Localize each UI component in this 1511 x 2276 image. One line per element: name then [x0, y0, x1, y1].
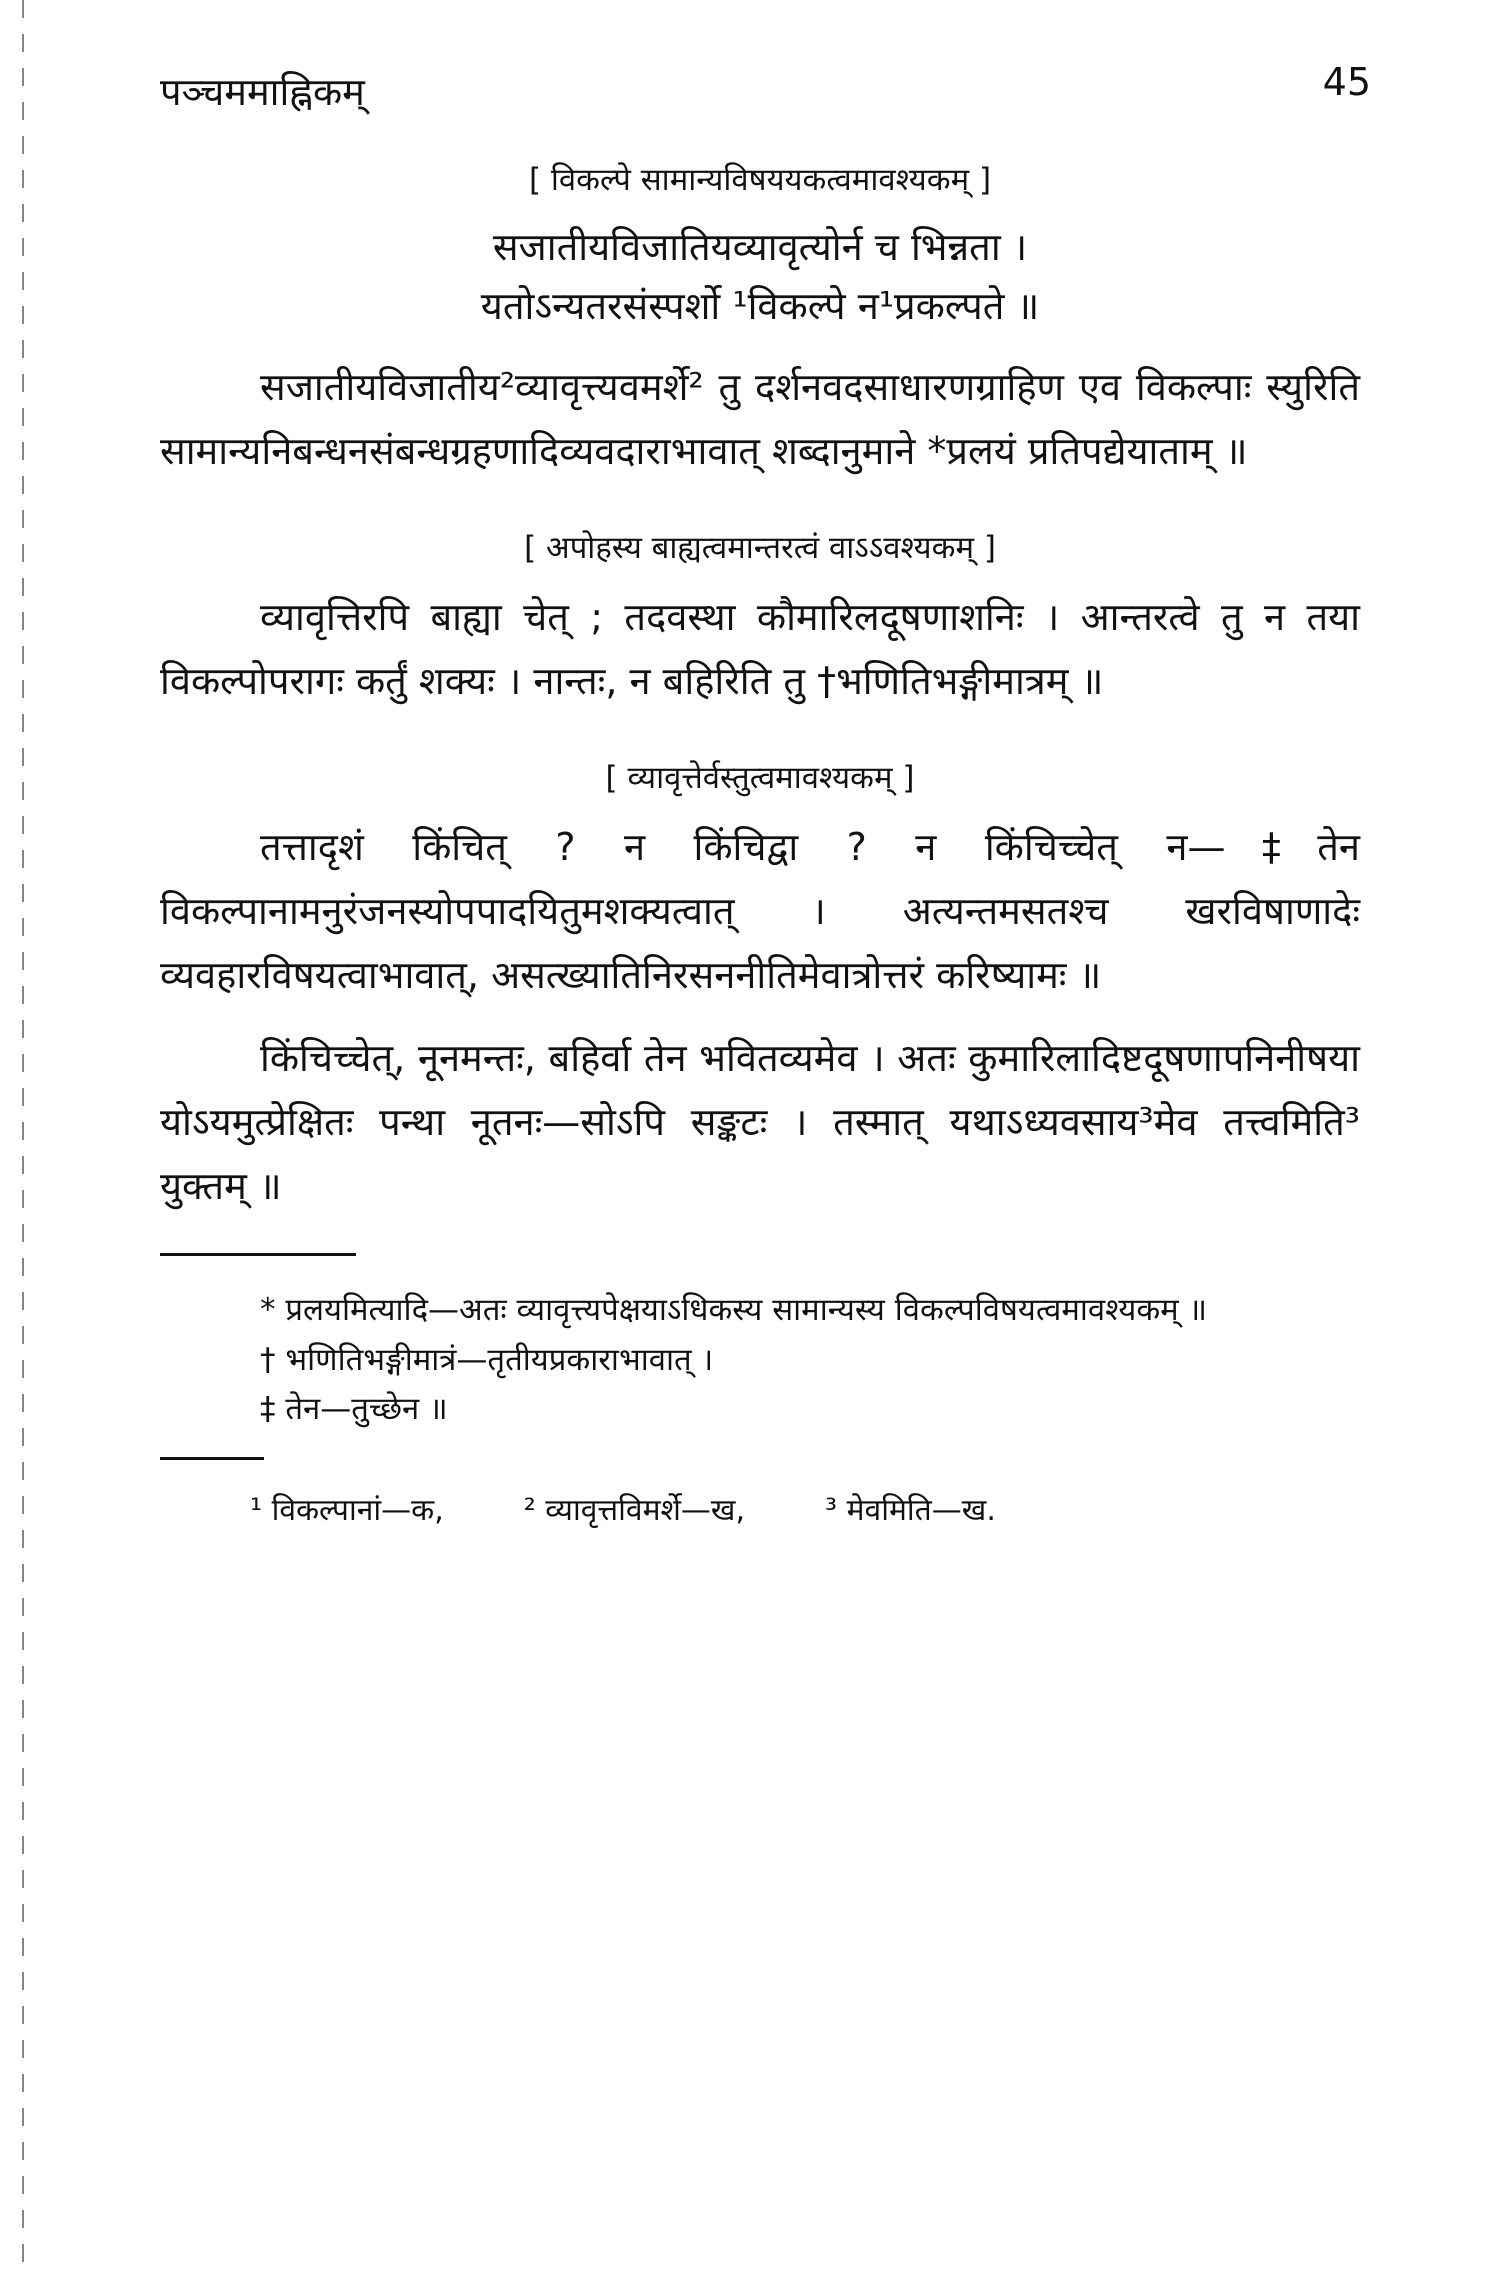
editor-note: ‡ तेन—तुच्छेन ॥: [260, 1391, 448, 1428]
variant-reading: ³ मेवमिति—ख.: [825, 1492, 996, 1528]
verse-line: सजातीयविजातियव्यावृत्योर्न च भिन्नता ।: [492, 225, 1028, 270]
scan-edge-marks: [22, 0, 24, 2276]
commentary-paragraph: व्यावृत्तिरपि बाह्या चेत् ; तदवस्था कौमारिलदूषणाशनिः । आन्तरत्वे तु न तया विकल्पोपरागः कर्तुं शक्यः । नान्तः, न बहिरिति तु †भणितिभङ्गीमात्रम् ॥: [160, 595, 1360, 703]
commentary-paragraph: सजातीयविजातीय²व्यावृत्त्यवमर्शे² तु दर्शनवदसाधारणग्राहिण एव विकल्पाः स्युरिति सामान्यनिबन्धनसंबन्धग्रहणादिव्यवदाराभावात् शब्दानुमाने *प्रलयं प्रतिपद्येयाताम् ॥: [160, 365, 1360, 473]
section-heading: [ व्यावृत्तेर्वस्तुत्वमावश्यकम् ]: [605, 759, 915, 796]
commentary-paragraph: तत्तादृशं किंचित् ? न किंचिद्वा ? न किंचिच्चेत् न—‡तेन विकल्पानामनुरंजनस्योपपादयितुमशक्यत्वात् । अत्यन्तमसतश्च खरविषाणादेः व्यवहारविषयत्वाभावात्, असत्ख्यातिनिरसननीतिमेवात्रोत्तरं करिष्यामः ॥: [160, 824, 1360, 997]
section-heading: [ विकल्पे सामान्यविषययकत्वमावश्यकम् ]: [528, 162, 992, 198]
variant-reading: ¹ विकल्पानां—क,: [250, 1492, 444, 1528]
commentary-paragraph: किंचिच्चेत्, नूनमन्तः, बहिर्वा तेन भवितव्यमेव । अतः कुमारिलादिष्टदूषणापनिनीषया योऽयमुत्प्रेक्षितः पन्था नूतनः—सोऽपि सङ्कटः । तस्मात् यथाऽध्यवसाय³मेव तत्त्वमिति³ युक्तम् ॥: [160, 1036, 1360, 1209]
running-title: पञ्चममाह्निकम्: [160, 70, 365, 114]
editor-note: † भणितिभङ्गीमात्रं—तृतीयप्रकाराभावात् ।: [260, 1341, 714, 1378]
variant-reading: ² व्यावृत्तविमर्शे—ख,: [523, 1492, 746, 1528]
verse-line: यतोऽन्यतरसंस्पर्शो ¹विकल्पे न¹प्रकल्पते ॥: [480, 284, 1040, 329]
page-number: 45: [1322, 60, 1371, 104]
editor-note: * प्रलयमित्यादि—अतः व्यावृत्त्यपेक्षयाऽधिकस्य सामान्यस्य विकल्पविषयत्वमावश्यकम् ॥: [260, 1291, 1208, 1328]
main-text: [160, 160, 1360, 1532]
section-heading: [ अपोहस्य बाह्यत्वमान्तरत्वं वाऽऽवश्यकम् ]: [524, 529, 996, 566]
variant-readings: [160, 1490, 1360, 1532]
